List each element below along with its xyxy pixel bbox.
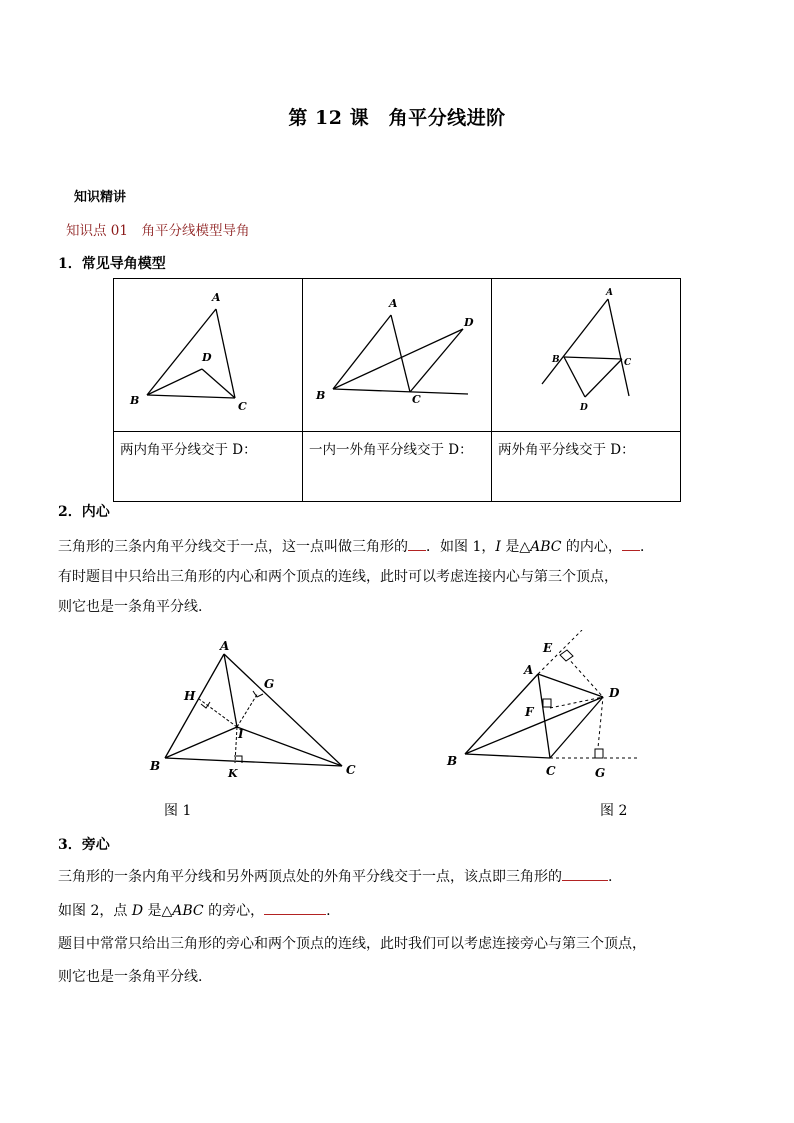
section-2-heading: 2．内心: [58, 504, 110, 520]
model-caption-2: 一内一外角平分线交于 D：: [303, 432, 492, 502]
excenter-text-a: 三角形的一条内角平分线和另外两顶点处的外角平分线交于一点，该点即三角形的: [58, 869, 562, 885]
figure-2-excenter: [440, 630, 650, 785]
fig2-label-f: F: [525, 705, 534, 719]
model-figure-two-exterior: [492, 279, 680, 427]
fig1-label-a: A: [220, 639, 230, 653]
fig-label-d: D: [580, 403, 588, 413]
excenter-point-d: D: [131, 903, 144, 919]
fig-label-a: A: [606, 288, 613, 298]
incenter-text-end: ．: [639, 539, 654, 555]
fig-label-c: C: [412, 393, 421, 406]
figure-1-incenter: [140, 636, 370, 786]
incenter-blank-1[interactable]: [408, 536, 426, 551]
incenter-paragraph-line-3: 则它也是一条角平分线.: [58, 599, 203, 615]
fig2-label-g: G: [595, 766, 606, 780]
model-caption-3: 两外角平分线交于 D：: [492, 432, 681, 502]
fig-label-b: B: [552, 355, 560, 365]
model-caption-1: 两内角平分线交于 D：: [114, 432, 303, 502]
fig2-label-a: A: [524, 663, 534, 677]
fig2-label-c: C: [546, 764, 556, 778]
incenter-point-i: I: [495, 539, 501, 555]
fig-label-c: C: [624, 358, 632, 368]
excenter-paragraph-line-4: 则它也是一条角平分线.: [58, 969, 203, 985]
excenter-text-c: 是: [143, 903, 162, 919]
model-figure-two-interior: [114, 279, 302, 427]
figure-2-caption: 图 2: [600, 803, 628, 819]
fig-label-d: D: [464, 316, 474, 329]
excenter-text-b: 如图 2，点: [58, 903, 132, 919]
fig1-label-g: G: [264, 677, 275, 691]
fig-label-a: A: [212, 291, 221, 304]
knowledge-point-heading: 知识点 01 角平分线模型导角: [66, 223, 250, 239]
fig-label-c: C: [238, 400, 247, 413]
model-figure-cell-3: [492, 279, 681, 432]
model-figure-cell-2: [303, 279, 492, 432]
fig2-label-d: D: [609, 686, 620, 700]
excenter-blank-1[interactable]: [562, 866, 608, 881]
incenter-text-b: ．如图 1，: [426, 539, 496, 555]
excenter-paragraph-line-3: 题目中常常只给出三角形的旁心和两个顶点的连线，此时我们可以考虑连接旁心与第三个顶点，: [58, 936, 646, 952]
incenter-blank-2[interactable]: [622, 536, 640, 551]
excenter-paragraph-line-2: [58, 900, 331, 920]
incenter-paragraph-line-1: [58, 536, 654, 556]
fig1-label-h: H: [184, 689, 196, 703]
excenter-text-end-2: .: [326, 903, 331, 919]
fig1-label-k: K: [228, 767, 238, 780]
model-figure-interior-exterior: [303, 279, 491, 427]
page-title: 第 12 课 角平分线进阶: [288, 107, 506, 129]
model-figure-cell-1: [114, 279, 303, 432]
incenter-paragraph-line-2: 有时题目中只给出三角形的内心和两个顶点的连线，此时可以考虑连接内心与第三个顶点，: [58, 569, 618, 585]
section-3-heading: 3．旁心: [58, 837, 110, 853]
section-heading-knowledge: 知识精讲: [74, 190, 127, 205]
excenter-paragraph-line-1: [58, 866, 612, 886]
angle-model-table: [113, 278, 681, 502]
section-1-heading: 1．常见导角模型: [58, 256, 166, 272]
fig2-label-e: E: [543, 641, 553, 655]
fig-label-d: D: [202, 351, 212, 364]
incenter-text-c: 是: [500, 539, 520, 555]
fig2-label-b: B: [447, 754, 458, 768]
fig1-label-c: C: [346, 763, 356, 777]
excenter-text-end-1: .: [608, 869, 613, 885]
fig-label-a: A: [389, 297, 398, 310]
figure-1-caption: 图 1: [164, 803, 192, 819]
fig1-label-i: I: [238, 727, 244, 741]
excenter-blank-2[interactable]: [264, 900, 326, 915]
fig-label-b: B: [316, 389, 326, 402]
triangle-abc: △ABC: [519, 539, 562, 555]
excenter-text-d: 的旁心，: [203, 903, 265, 919]
fig-label-b: B: [130, 394, 140, 407]
incenter-text-a: 三角形的三条内角平分线交于一点，这一点叫做三角形的: [58, 539, 408, 555]
triangle-abc-2: △ABC: [161, 903, 204, 919]
fig1-label-b: B: [150, 759, 161, 773]
incenter-text-d: 的内心，: [561, 539, 622, 555]
